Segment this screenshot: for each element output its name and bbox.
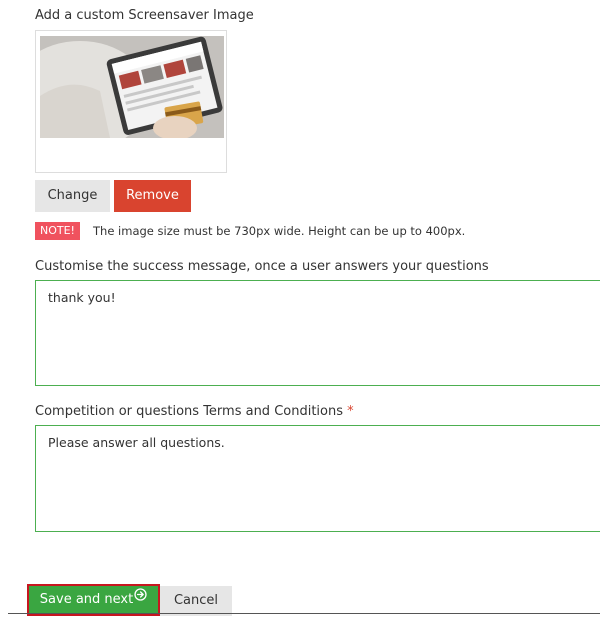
terms-label-text: Competition or questions Terms and Conditions — [35, 404, 344, 419]
success-message-label: Customise the success message, once a user answers your questions — [35, 259, 489, 274]
screensaver-image-preview — [35, 30, 227, 173]
change-image-button[interactable]: Change — [35, 180, 110, 212]
note-text: The image size must be 730px wide. Height can be up to 400px. — [93, 224, 466, 238]
required-marker: * — [347, 404, 354, 419]
remove-image-button[interactable]: Remove — [114, 180, 191, 212]
cancel-button[interactable]: Cancel — [160, 586, 232, 616]
save-and-next-label: Save and next — [39, 592, 134, 607]
screensaver-image — [40, 36, 224, 138]
success-message-textarea[interactable]: thank you! — [35, 280, 600, 386]
save-and-next-button[interactable] — [27, 584, 160, 616]
note-badge: NOTE! — [35, 222, 80, 240]
terms-label — [35, 404, 354, 419]
screensaver-label: Add a custom Screensaver Image — [35, 8, 254, 23]
arrow-circle-right-icon — [134, 584, 147, 612]
divider — [8, 613, 600, 614]
terms-textarea[interactable]: Please answer all questions. — [35, 425, 600, 532]
